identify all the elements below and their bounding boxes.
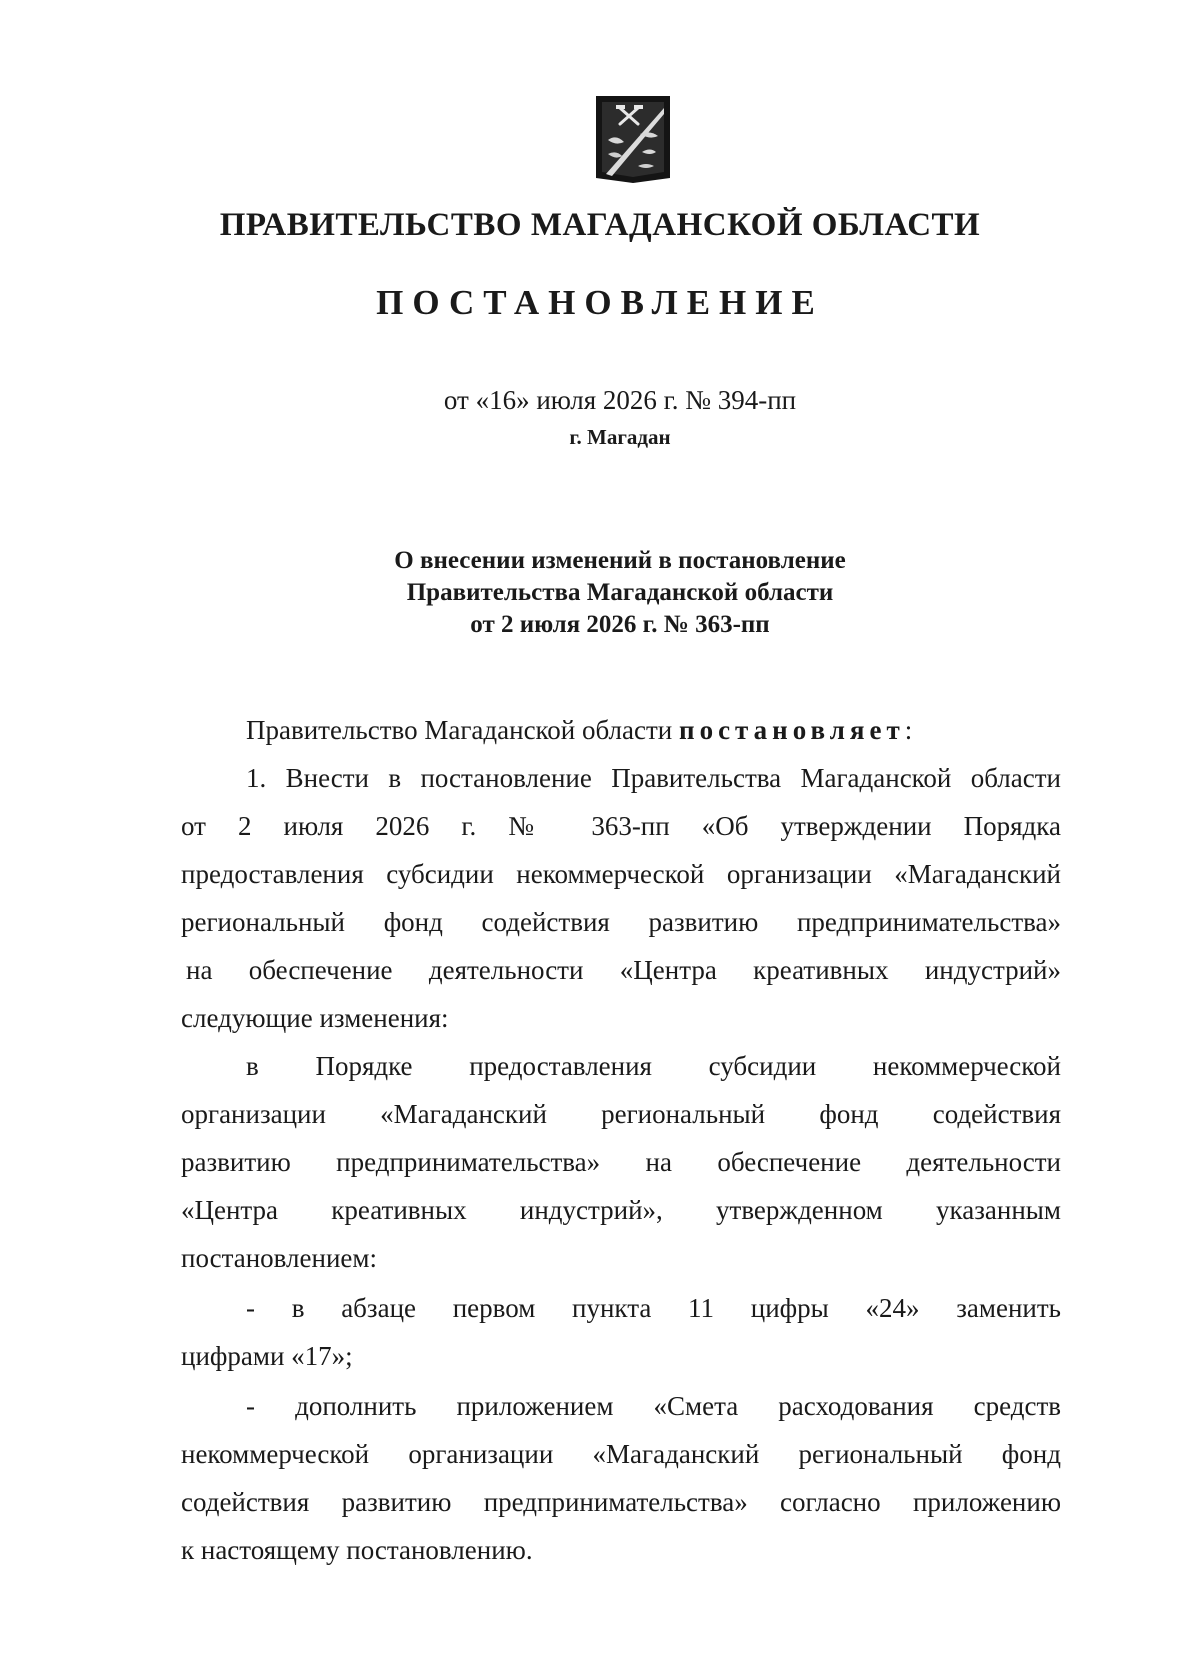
document-city: г. Магадан (569, 425, 671, 449)
body-line: в Порядке предоставления субсидии некоммерческой (246, 1051, 1061, 1081)
body-line: региональный фонд содействия развитию предпринимательства» (181, 907, 1061, 937)
body-line: некоммерческой организации «Магаданский региональный фонд (181, 1439, 1061, 1469)
preamble (181, 712, 1061, 748)
preamble-verb: постановляет (679, 715, 905, 745)
body-line: - дополнить приложением «Смета расходования средств (246, 1391, 1061, 1421)
subject-line: О внесении изменений в постановление (394, 547, 846, 574)
preamble-lead: Правительство Магаданской области (246, 715, 680, 745)
document-date-number: от «16» июля 2026 г. № 394-пп (443, 385, 797, 415)
document-type: ПОСТАНОВЛЕНИЕ (376, 283, 824, 322)
body-line: к настоящему постановлению. (181, 1535, 533, 1565)
body-line: от 2 июля 2026 г. № 363-пп «Об утверждении Порядка (181, 811, 1061, 841)
body-line: содействия развитию предпринимательства» согласно приложению (181, 1487, 1061, 1517)
document-subject (0, 545, 1200, 641)
body-line: развитию предпринимательства» на обеспечение деятельности (181, 1147, 1061, 1177)
body-line: постановлением: (181, 1243, 377, 1273)
body-line: 1. Внести в постановление Правительства Магаданской области (246, 763, 1061, 793)
body-line: предоставления субсидии некоммерческой организации «Магаданский (181, 859, 1061, 889)
coat-of-arms-icon (594, 94, 672, 184)
subject-line: от 2 июля 2026 г. № 363-пп (470, 611, 770, 638)
subject-line: Правительства Магаданской области (406, 579, 834, 606)
body-line: цифрами «17»; (181, 1341, 353, 1371)
preamble-end: : (904, 715, 913, 745)
body-line: «Центра креативных индустрий», утвержденном указанным (181, 1195, 1061, 1225)
organization-title: ПРАВИТЕЛЬСТВО МАГАДАНСКОЙ ОБЛАСТИ (219, 207, 981, 243)
body-line: на обеспечение деятельности «Центра креативных индустрий» (186, 955, 1061, 985)
body-line: следующие изменения: (181, 1003, 449, 1033)
body-line: организации «Магаданский региональный фонд содействия (181, 1099, 1061, 1129)
body-line: - в абзаце первом пункта 11 цифры «24» заменить (246, 1293, 1061, 1323)
